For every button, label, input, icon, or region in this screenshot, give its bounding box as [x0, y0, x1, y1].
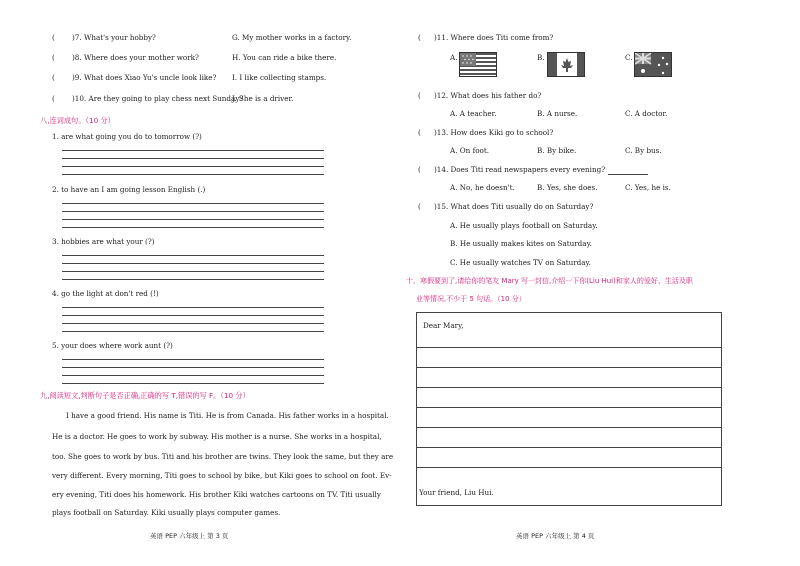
scrambled-words: 5. your does where work aunt (?) — [52, 341, 173, 350]
letter-greeting: Dear Mary, — [423, 321, 464, 330]
writing-line[interactable] — [417, 367, 721, 368]
question-text: )15. What does Titi usually do on Saturday? — [434, 202, 594, 211]
writing-line[interactable] — [62, 158, 324, 159]
passage-line: too. She goes to work by bus. Titi and his brother are twins. They look the same, but they are — [52, 452, 394, 461]
usa-flag-icon[interactable] — [459, 52, 497, 77]
match-answer: J. She is a driver. — [232, 94, 294, 103]
answer-paren[interactable]: ( — [418, 202, 421, 211]
writing-line[interactable] — [62, 323, 324, 324]
writing-line[interactable] — [417, 387, 721, 388]
answer-blank[interactable] — [608, 174, 648, 175]
answer-paren[interactable]: ( — [418, 165, 421, 174]
answer-paren[interactable]: ( — [418, 33, 421, 42]
option-b[interactable]: B. By bike. — [537, 146, 577, 155]
option-c[interactable]: C. Yes, he is. — [625, 183, 671, 192]
scrambled-words: 2. to have an I am going lesson English (.) — [52, 185, 206, 194]
scrambled-words: 4. go the light at don't red (!) — [52, 289, 159, 298]
writing-line[interactable] — [62, 307, 324, 308]
canada-flag-icon[interactable] — [547, 52, 585, 77]
option-b[interactable]: B. He usually makes kites on Saturday. — [450, 239, 592, 248]
writing-line[interactable] — [62, 359, 324, 360]
writing-line[interactable] — [62, 279, 324, 280]
match-answer: H. You can ride a bike there. — [232, 53, 337, 62]
question-text: )11. Where does Titi come from? — [434, 33, 554, 42]
writing-line[interactable] — [62, 375, 324, 376]
writing-line[interactable] — [62, 315, 324, 316]
option-b[interactable]: B. Yes, she does. — [537, 183, 598, 192]
match-question: )9. What does Xiao Yu's uncle look like? — [72, 73, 217, 82]
page-footer-right: 英语 PEP 六年级上 第 4 页 — [516, 532, 595, 540]
option-a[interactable]: A. No, he doesn't. — [450, 183, 515, 192]
page-footer-left: 英语 PEP 六年级上 第 3 页 — [150, 532, 229, 540]
writing-line[interactable] — [62, 227, 324, 228]
writing-line[interactable] — [62, 331, 324, 332]
question-text: )14. Does Titi read newspapers every evening? — [434, 165, 606, 174]
match-question: )8. Where does your mother work? — [72, 53, 199, 62]
section-10-line-1: 十、寒假要到了,请给你的笔友 Mary 写一封信,介绍一下你(Liu Hui)和家人的爱好、生活及职 — [406, 277, 693, 285]
passage-line: very different. Every morning, Titi goes to school by bike, but Kiki goes to school on foot. Ev- — [52, 471, 392, 480]
writing-line[interactable] — [62, 263, 324, 264]
writing-line[interactable] — [62, 219, 324, 220]
writing-line[interactable] — [417, 407, 721, 408]
writing-line[interactable] — [417, 347, 721, 348]
answer-paren[interactable]: ( — [52, 94, 55, 103]
option-label[interactable]: A. — [450, 53, 458, 62]
writing-line[interactable] — [62, 383, 324, 384]
option-a[interactable]: A. A teacher. — [450, 109, 497, 118]
section-8-title: 八,连词成句。（10 分） — [40, 116, 115, 125]
writing-line[interactable] — [62, 271, 324, 272]
answer-paren[interactable]: ( — [52, 73, 55, 82]
writing-line[interactable] — [62, 367, 324, 368]
answer-paren[interactable]: ( — [418, 128, 421, 137]
question-text: )12. What does his father do? — [434, 91, 542, 100]
match-question: )7. What's your hobby? — [72, 33, 156, 42]
australia-flag-icon[interactable] — [634, 52, 672, 77]
letter-closing: Your friend, Liu Hui. — [419, 488, 494, 497]
writing-line[interactable] — [62, 211, 324, 212]
option-c[interactable]: C. A doctor. — [625, 109, 668, 118]
answer-paren[interactable]: ( — [418, 91, 421, 100]
writing-line[interactable] — [417, 427, 721, 428]
passage-line: plays football on Saturday. Kiki usually plays computer games. — [52, 508, 281, 517]
option-label[interactable]: C. — [625, 53, 633, 62]
writing-line[interactable] — [62, 174, 324, 175]
match-question: )10. Are they going to play chess next Sunday? — [72, 94, 244, 103]
option-c[interactable]: C. He usually watches TV on Saturday. — [450, 258, 591, 267]
match-answer: G. My mother works in a factory. — [232, 33, 352, 42]
writing-line[interactable] — [62, 255, 324, 256]
passage-line: I have a good friend. His name is Titi. He is from Canada. His father works in a hospital. — [66, 411, 389, 420]
passage-line: ery evening, Titi does his homework. His brother Kiki watches cartoons on TV. Titi usually — [52, 490, 381, 499]
writing-line[interactable] — [417, 467, 721, 468]
writing-line[interactable] — [62, 166, 324, 167]
section-9-title: 九,阅读短文,判断句子是否正确,正确的写 T,错误的写 F。（10 分） — [40, 391, 250, 400]
answer-paren[interactable]: ( — [52, 33, 55, 42]
answer-paren[interactable]: ( — [52, 53, 55, 62]
writing-line[interactable] — [62, 150, 324, 151]
writing-line[interactable] — [417, 447, 721, 448]
option-c[interactable]: C. By bus. — [625, 146, 662, 155]
question-text: )13. How does Kiki go to school? — [434, 128, 554, 137]
option-label[interactable]: B. — [537, 53, 545, 62]
letter-writing-box[interactable] — [416, 312, 722, 506]
scrambled-words: 1. are what going you do to tomorrow (?) — [52, 132, 202, 141]
option-a[interactable]: A. He usually plays football on Saturday. — [450, 221, 598, 230]
writing-line[interactable] — [62, 203, 324, 204]
option-b[interactable]: B. A nurse. — [537, 109, 578, 118]
scrambled-words: 3. hobbies are what your (?) — [52, 237, 155, 246]
option-a[interactable]: A. On foot. — [450, 146, 490, 155]
section-10-line-2: 业等情况,不少于 5 句话。（10 分） — [416, 295, 526, 303]
match-answer: I. I like collecting stamps. — [232, 73, 327, 82]
passage-line: He is a doctor. He goes to work by subway. His mother is a nurse. She works in a hospital, — [52, 432, 382, 441]
